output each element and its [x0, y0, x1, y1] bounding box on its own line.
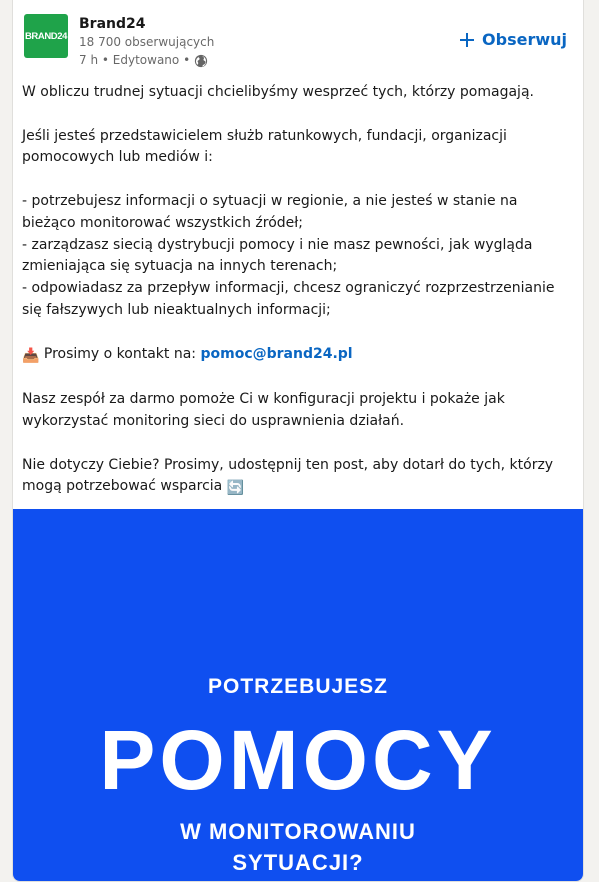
- list-item: - odpowiadasz za przepływ informacji, chcesz ograniczyć rozprzestrzenianie się fałszywych lub nieaktualnych informacji;: [22, 280, 555, 318]
- image-line: SYTUACJI?: [232, 850, 364, 875]
- post-text: [22, 82, 570, 500]
- edited-label: Edytowano: [112, 53, 180, 67]
- list-item: - zarządzasz siecią dystrybucji pomocy i nie masz pewności, jak wygląda zmieniająca się sytuacja na innych terenach;: [22, 236, 533, 275]
- author-info: [79, 15, 214, 69]
- logo-text: BRAND24: [24, 30, 68, 42]
- post-meta: [79, 52, 214, 69]
- paragraph-audience: Jeśli jesteś przedstawicielem służb ratunkowych, fundacji, organizacji pomocowych lub mediów i:: [22, 127, 507, 166]
- image-headline-top: POTRZEBUJESZ: [207, 675, 389, 698]
- image-headline-main: POMOCY: [99, 713, 497, 807]
- paragraph-intro: W obliczu trudnej sytuacji chcielibyśmy wesprzeć tych, którzy pomagają.: [22, 84, 534, 100]
- list-item: - potrzebujesz informacji o sytuacji w regionie, a nie jesteś w stanie na bieżąco monitorować wszystkich źródeł;: [22, 192, 518, 231]
- globe-icon: [194, 54, 208, 68]
- image-line: W MONITOROWANIU: [180, 819, 416, 844]
- post-time: 7 h: [79, 53, 99, 67]
- share-text: Nie dotyczy Ciebie? Prosimy, udostępnij ten post, aby dotarł do tych, którzy mogą potrzebować wsparcia: [22, 456, 554, 495]
- follow-label: Obserwuj: [482, 30, 567, 49]
- contact-prefix: Prosimy o kontakt na:: [43, 345, 201, 362]
- follow-button[interactable]: [458, 30, 567, 49]
- feed-post: [12, 0, 584, 882]
- author-name[interactable]: Brand24: [79, 16, 146, 32]
- meta-separator: •: [179, 53, 191, 67]
- inbox-tray-icon: 📥: [22, 347, 40, 364]
- image-headline-bottom: [13, 816, 583, 878]
- plus-icon: [458, 31, 476, 49]
- post-header: [13, 0, 583, 80]
- meta-separator: •: [98, 53, 113, 67]
- repeat-icon: 🔄: [226, 480, 245, 497]
- paragraph-share: [22, 455, 570, 501]
- post-image[interactable]: [13, 509, 583, 881]
- follower-count: 18 700 obserwujących: [79, 35, 215, 49]
- company-logo[interactable]: [24, 14, 68, 58]
- contact-line: [22, 344, 570, 368]
- email-link[interactable]: pomoc@brand24.pl: [200, 345, 353, 362]
- paragraph-offer: Nasz zespół za darmo pomoże Ci w konfiguracji projektu i pokaże jak wykorzystać monitoring sieci do usprawnienia działań.: [22, 391, 505, 429]
